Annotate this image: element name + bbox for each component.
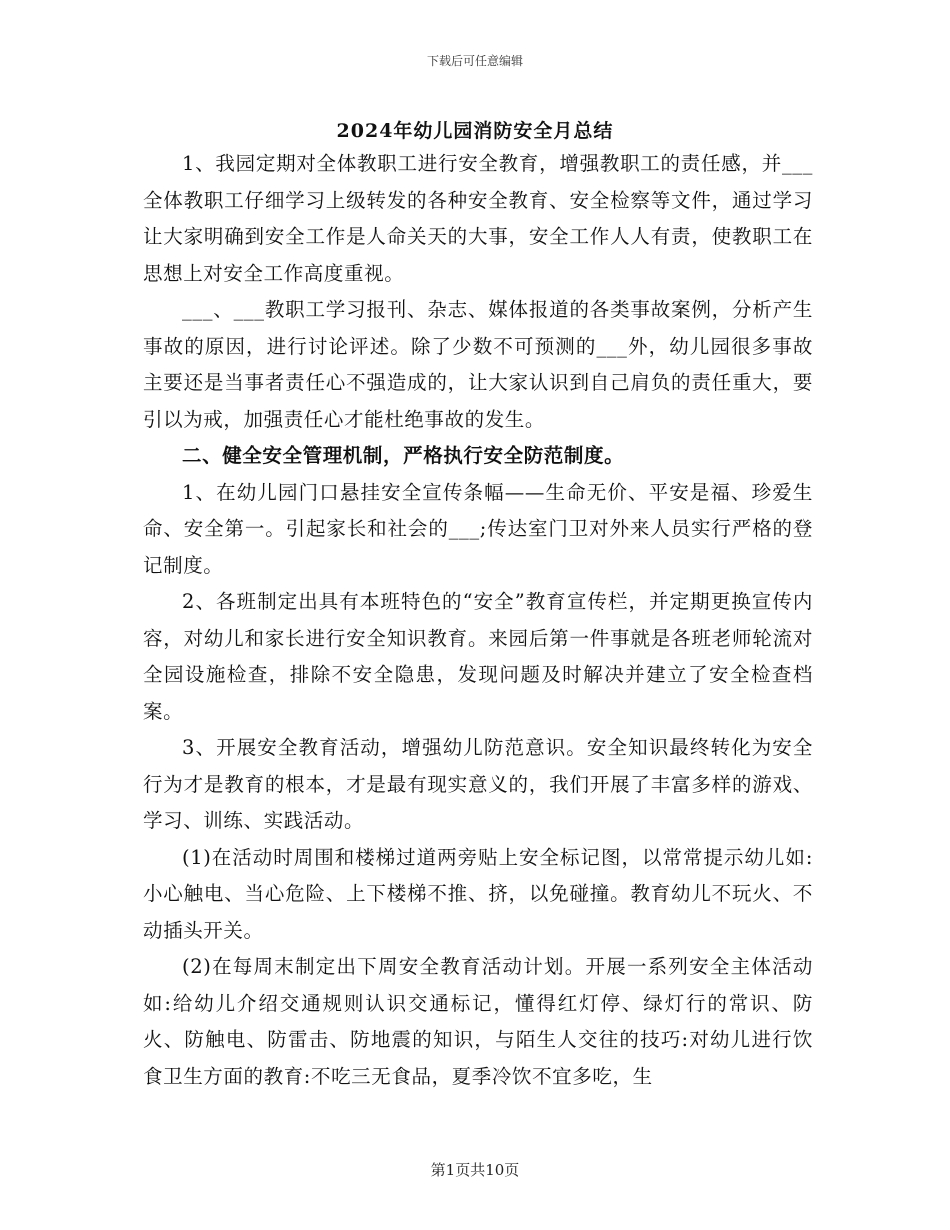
paragraph-safety-banner: 1、在幼儿园门口悬挂安全宣传条幅——生命无价、平安是福、珍爱生命、安全第一。引起家长和社会的___;传达室门卫对外来人员实行严格的登记制度。 bbox=[143, 480, 813, 577]
paragraph-safety-signs: (1)在活动时周围和楼梯过道两旁贴上安全标记图，以常常提示幼儿如:小心触电、当心危险、上下楼梯不推、挤，以免碰撞。教育幼儿不玩火、不动插头开关。 bbox=[143, 845, 813, 942]
section-heading-safety-mechanism: 二、健全安全管理机制，严格执行安全防范制度。 bbox=[182, 444, 625, 467]
document-title: 2024年幼儿园消防安全月总结 bbox=[336, 120, 614, 142]
paragraph-staff-education: 1、我园定期对全体教职工进行安全教育，增强教职工的责任感，并___全体教职工仔细学习上级转发的各种安全教育、安全检察等文件，通过学习让大家明确到安全工作是人命关天的大事，安全工作人人有责，使教职工在思想上对安全工作高度重视。 bbox=[143, 152, 813, 285]
header-note: 下载后可任意编辑 bbox=[426, 54, 523, 68]
paragraph-bulletin-board: 2、各班制定出具有本班特色的“安全”教育宣传栏，并定期更换宣传内容，对幼儿和家长进行安全知识教育。来园后第一件事就是各班老师轮流对全园设施检查，排除不安全隐患，发现问题及时解决并建立了安全检查档案。 bbox=[143, 590, 813, 723]
paragraph-weekly-plan: (2)在每周末制定出下周安全教育活动计划。开展一系列安全主体活动如:给幼儿介绍交通规则认识交通标记，懂得红灯停、绿灯行的常识、防火、防触电、防雷击、防地震的知识，与陌生人交往的技巧:对幼儿进行饮食卫生方面的教育:不吃三无食品，夏季冷饮不宜多吃，生 bbox=[143, 955, 813, 1088]
document-body bbox=[143, 146, 813, 1095]
paragraph-safety-activities: 3、开展安全教育活动，增强幼儿防范意识。安全知识最终转化为安全行为才是教育的根本，才是最有现实意义的，我们开展了丰富多样的游戏、学习、训练、实践活动。 bbox=[143, 736, 813, 832]
page-number: 第1页共10页 bbox=[430, 1161, 520, 1179]
paragraph-accident-cases: ___、___教职工学习报刊、杂志、媒体报道的各类事故案例，分析产生事故的原因，进行讨论评述。除了少数不可预测的___外，幼儿园很多事故主要还是当事者责任心不强造成的，让大家认识到自己肩负的责任重大，要引以为戒，加强责任心才能杜绝事故的发生。 bbox=[143, 298, 813, 431]
